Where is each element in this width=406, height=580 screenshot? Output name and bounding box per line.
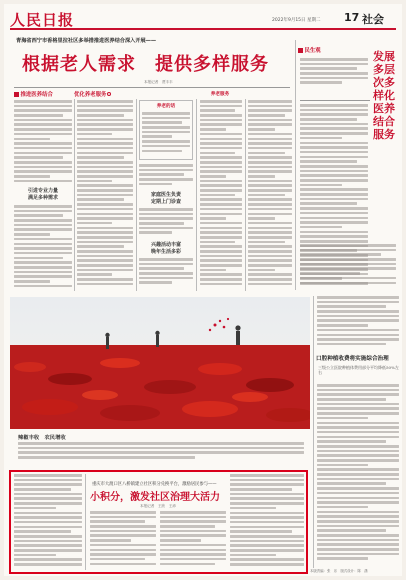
dental-implant-text — [317, 384, 399, 566]
highlight-headline: 小积分，激发社区治理大活力 — [90, 492, 220, 503]
sidebar-vertical-title: 发展多层次多样化医养结合服务 — [373, 50, 395, 141]
column-rule — [245, 99, 246, 291]
newspaper-logo: 人民日报 — [10, 11, 75, 29]
page-credits: 本版责编：张 乐 版式设计：陈 潇 — [310, 569, 368, 573]
column-3-text-c — [139, 258, 193, 291]
highlight-kicker: 重庆市大渡口区八桥镇建立社区积分兑换平台，激励居民参与—— — [92, 482, 217, 487]
sidebar-rule — [295, 40, 296, 290]
column-rule — [136, 99, 137, 291]
sidebar-continuation-text-2 — [317, 296, 399, 352]
highlight-col-3-text — [160, 511, 226, 570]
newspaper-page — [4, 4, 402, 576]
column-3-text-b — [139, 208, 193, 240]
sidebar-label: 民生观 — [298, 46, 321, 54]
subhead-hobby-activities: 兴趣活动丰富 晚年生活多彩 — [150, 242, 181, 255]
subhead-professional: 引进专业力量 满足多种需求 — [27, 188, 58, 201]
sidebar-rule — [313, 296, 314, 568]
highlight-col-1-text — [14, 474, 82, 570]
subhead-elderly-words: 养老的话 — [156, 104, 176, 109]
masthead — [10, 8, 396, 30]
caption-text — [18, 442, 304, 466]
column-1-text-top — [14, 100, 72, 186]
column-rule — [196, 99, 197, 291]
column-rule — [85, 474, 86, 570]
section-number: 17 — [344, 11, 360, 24]
highlight-byline: 本报记者 王欣 王沛 — [140, 504, 176, 508]
square-bullet-icon — [14, 92, 19, 97]
dental-implant-headline: 口腔种植收费将实施综合治理 — [316, 356, 389, 362]
column-4-text — [200, 100, 242, 291]
sidebar-lead-text — [300, 58, 368, 98]
section-name: 社会 — [362, 13, 384, 26]
subhead-elderly-service: 优化养老服务 — [74, 90, 111, 98]
photo-caption: 辣椒丰收 农民增收 — [18, 435, 66, 441]
chili-harvest-photo — [10, 297, 310, 429]
divider — [14, 87, 290, 88]
subhead-elderly-service-2: 养老服务 — [210, 92, 230, 97]
quote-box-text — [142, 112, 190, 158]
dental-implant-deck: 三级公立医院种植体费用部分平均降低50%左右 — [318, 365, 399, 375]
subhead-medical-care: 推进医养结合 — [14, 90, 53, 98]
divider — [300, 100, 370, 101]
lead-headline: 根据老人需求 提供多样服务 — [22, 54, 269, 75]
column-rule — [74, 99, 75, 291]
column-2-text — [77, 100, 133, 291]
column-3-text-a — [139, 164, 193, 190]
lead-kicker: 青海省西宁市香格里拉社区多举措推进医养结合深入开展—— — [16, 38, 157, 44]
column-5-text — [248, 100, 292, 291]
circle-number-icon — [107, 92, 111, 96]
highlight-col-2-text — [90, 511, 156, 570]
issue-date: 2022年9月15日 星期二 — [272, 18, 321, 23]
sidebar-continuation-text — [300, 244, 396, 290]
column-1-text-bottom — [14, 205, 72, 291]
subhead-family-doctor: 家庭医生负责 定期上门诊查 — [150, 192, 181, 205]
highlight-col-4-text — [230, 474, 304, 570]
lead-byline: 本报记者 贾丰丰 — [144, 80, 173, 84]
square-bullet-icon — [298, 48, 303, 53]
photo-illustration — [10, 297, 310, 429]
